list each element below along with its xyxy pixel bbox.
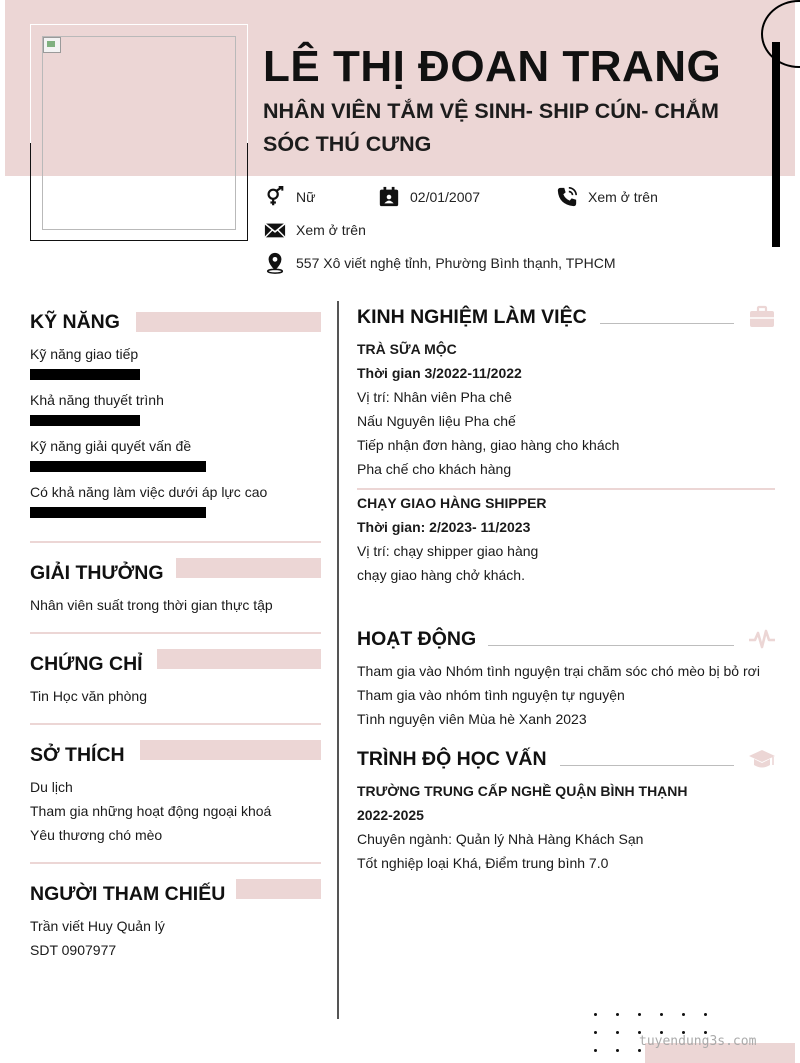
job-period: Thời gian 3/2022-11/2022: [357, 365, 522, 381]
certificate-item: Tin Học văn phòng: [30, 688, 147, 704]
education-period: 2022-2025: [357, 807, 424, 823]
section-separator: [30, 723, 321, 725]
references-title-accent: [236, 879, 321, 899]
awards-title-accent: [176, 558, 321, 578]
experience-title-line: [600, 323, 734, 324]
skill-level-bar: [30, 415, 140, 426]
decorative-vertical-bar: [772, 42, 780, 247]
gender-value: Nữ: [296, 189, 316, 205]
job-detail: Nấu Nguyên liệu Pha chế: [357, 413, 516, 429]
pulse-icon: [748, 627, 776, 651]
section-separator: [30, 632, 321, 634]
activities-title: HOẠT ĐỘNG: [357, 628, 477, 650]
column-divider: [337, 301, 339, 1019]
job-title: NHÂN VIÊN TẮM VỆ SINH- SHIP CÚN- CHẮM SÓC THÚ CƯNG: [263, 99, 719, 156]
phone-info: [556, 186, 658, 208]
skill-level-bar: [30, 369, 140, 380]
references-title: NGƯỜI THAM CHIẾU: [30, 883, 226, 905]
reference-item: Trần viết Huy Quản lý: [30, 918, 165, 934]
job-detail: Vị trí: Nhân viên Pha chê: [357, 389, 512, 405]
hobbies-title-accent: [140, 740, 321, 760]
skill-label: Kỹ năng giao tiếp: [30, 346, 139, 362]
section-separator: [30, 541, 321, 543]
education-title: TRÌNH ĐỘ HỌC VẤN: [357, 748, 547, 770]
job-detail: Tiếp nhận đơn hàng, giao hàng cho khách: [357, 437, 620, 453]
skill-label: Khả năng thuyết trình: [30, 392, 164, 408]
hobby-item: Du lịch: [30, 779, 73, 795]
skills-title: KỸ NĂNG: [30, 311, 120, 333]
email-value: Xem ở trên: [296, 222, 366, 238]
job-separator: [357, 488, 775, 490]
gender-info: [264, 186, 315, 208]
email-info: [264, 219, 366, 241]
graduation-cap-icon: [748, 747, 776, 771]
birthdate-info: [378, 186, 480, 208]
education-detail: Chuyên ngành: Quản lý Nhà Hàng Khách Sạn: [357, 831, 644, 847]
skills-title-accent: [136, 312, 321, 332]
hobby-item: Yêu thương chó mèo: [30, 827, 163, 843]
certificates-title: CHỨNG CHỈ: [30, 653, 143, 675]
job-detail: Pha chế cho khách hàng: [357, 461, 512, 477]
profile-photo: [42, 36, 236, 230]
experience-title: KINH NGHIỆM LÀM VIỆC: [357, 306, 587, 328]
watermark: tuyendung3s.com: [639, 1034, 757, 1049]
job-detail: Vị trí: chạy shipper giao hàng: [357, 543, 539, 559]
activity-item: Tham gia vào nhóm tình nguyện tự nguyện: [357, 687, 625, 703]
award-item: Nhân viên suất trong thời gian thực tập: [30, 597, 273, 613]
skill-label: Kỹ năng giải quyết vấn đề: [30, 438, 192, 454]
envelope-icon: [264, 219, 286, 241]
address-value: 557 Xô viết nghệ tỉnh, Phường Bình thạnh, TPHCM: [296, 255, 616, 271]
activity-item: Tình nguyện viên Mùa hè Xanh 2023: [357, 711, 587, 727]
broken-image-icon: [43, 37, 61, 53]
job-detail: chạy giao hàng chở khách.: [357, 567, 525, 583]
hobby-item: Tham gia những hoạt động ngoại khoá: [30, 803, 272, 819]
phone-value: Xem ở trên: [588, 189, 658, 205]
address-info: [264, 252, 615, 274]
skill-label: Có khả năng làm việc dưới áp lực cao: [30, 484, 268, 500]
job-company: CHẠY GIAO HÀNG SHIPPER: [357, 495, 547, 511]
candidate-name: LÊ THỊ ĐOAN TRANG: [263, 42, 722, 91]
briefcase-icon: [748, 305, 776, 329]
job-company: TRÀ SỮA MỘC: [357, 341, 457, 357]
birthdate-value: 02/01/2007: [410, 189, 481, 205]
awards-title: GIẢI THƯỞNG: [30, 562, 164, 584]
job-period: Thời gian: 2/2023- 11/2023: [357, 519, 531, 535]
gender-icon: [264, 186, 286, 208]
phone-icon: [556, 186, 578, 208]
reference-item: SDT 0907977: [30, 942, 117, 958]
section-separator: [30, 862, 321, 864]
location-pin-icon: [264, 252, 286, 274]
skill-level-bar: [30, 461, 206, 472]
education-detail: Tốt nghiệp loại Khá, Điểm trung bình 7.0: [357, 855, 609, 871]
school-name: TRƯỜNG TRUNG CẤP NGHỀ QUẬN BÌNH THẠNH: [357, 783, 688, 799]
education-title-line: [560, 765, 734, 766]
activities-title-line: [488, 645, 734, 646]
calendar-icon: [378, 186, 400, 208]
skill-level-bar: [30, 507, 206, 518]
hobbies-title: SỞ THÍCH: [30, 744, 125, 766]
certificates-title-accent: [157, 649, 321, 669]
activity-item: Tham gia vào Nhóm tình nguyện trại chăm sóc chó mèo bị bỏ rơi: [357, 663, 760, 679]
